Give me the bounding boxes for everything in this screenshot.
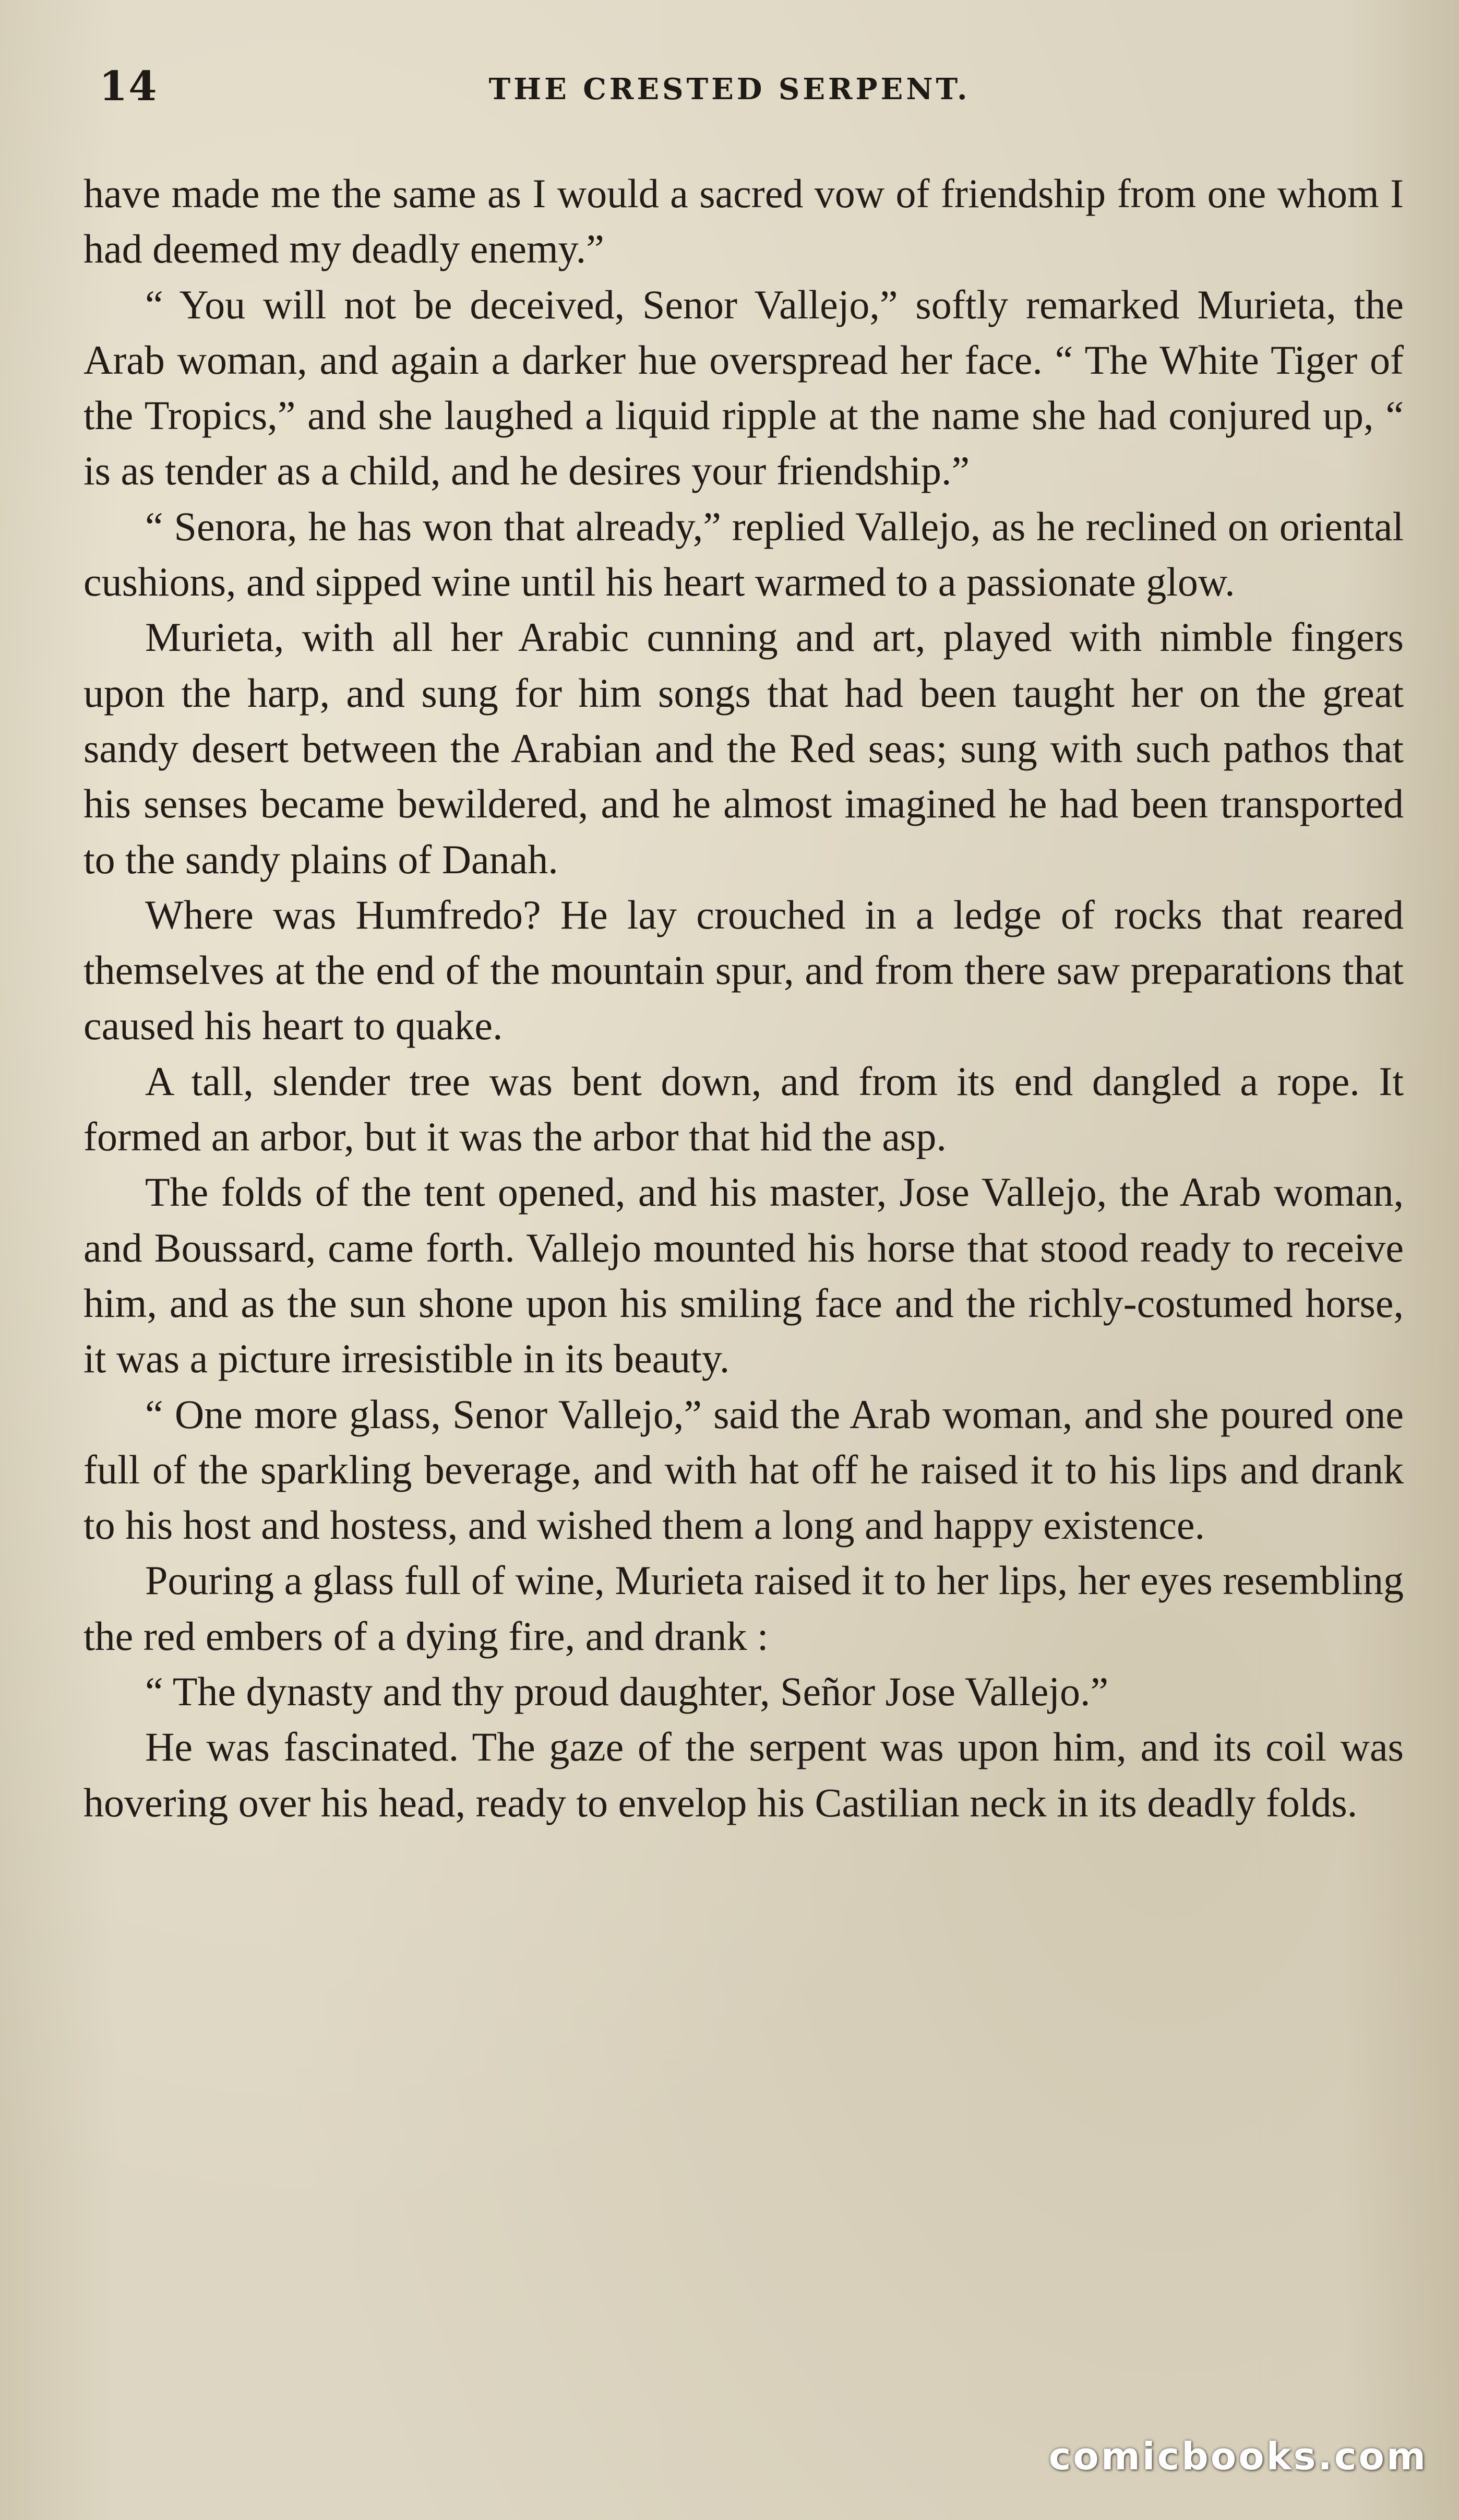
paragraph: Where was Humfredo? He lay crouched in a ledge of rocks that reared themselves at the end of the mountain spur, and from there saw preparations that caused his heart to quake. [83,891,1404,1049]
watermark: comicbooks.com [1048,2434,1428,2478]
paragraph: Murieta, with all her Arabic cunning and art, played with nimble fingers upon the harp, and sung for him songs that had been taught her on the great sandy desert between the Arabian and the Red seas; sung with such pathos that his senses became bewildered, and he almost imagined he had been transported to the sandy plains of Danah. [83,614,1404,882]
paragraph: “ The dynasty and thy proud daughter, Señor Jose Vallejo.” [145,1669,1109,1715]
paragraph: Pouring a glass full of wine, Murieta raised it to her lips, her eyes resembling the red embers of a dying fire, and drank : [83,1558,1404,1659]
paragraph: “ One more glass, Senor Vallejo,” said the Arab woman, and she poured one full of the sparkling beverage, and with hat off he raised it to his lips and drank to his host and hostess, and wished them a long and happy existence. [83,1391,1404,1548]
page-header [78,63,1381,120]
paragraph: The folds of the tent opened, and his master, Jose Vallejo, the Arab woman, and Boussard, came forth. Vallejo mounted his horse that stood ready to receive him, and as the sun shone upon his smiling face and the richly-costumed horse, it was a picture irresistible in its beauty. [83,1169,1404,1382]
page-number: 14 [99,63,158,110]
running-title: THE CRESTED SERPENT. [488,72,971,106]
paragraph: He was fascinated. The gaze of the serpent was upon him, and its coil was hovering over his head, ready to envelop his Castilian neck in its deadly folds. [83,1724,1404,1825]
paragraph: “ Senora, he has won that already,” replied Vallejo, as he reclined on oriental cushions, and sipped wine until his heart warmed to a passionate glow. [83,503,1404,605]
body-text [83,166,1404,1830]
paragraph: A tall, slender tree was bent down, and from its end dangled a rope. It formed an arbor, but it was the arbor that hid the asp. [83,1058,1404,1160]
paragraph: have made me the same as I would a sacred vow of friendship from one whom I had deemed my deadly enemy.” [83,171,1404,272]
paragraph: “ You will not be deceived, Senor Vallejo,” softly remarked Murieta, the Arab woman, and again a darker hue overspread her face. “ The White Tiger of the Tropics,” and she laughed a liquid ripple at the name she had conjured up, “ is as tender as a child, and he desires your friendship.” [83,281,1404,494]
